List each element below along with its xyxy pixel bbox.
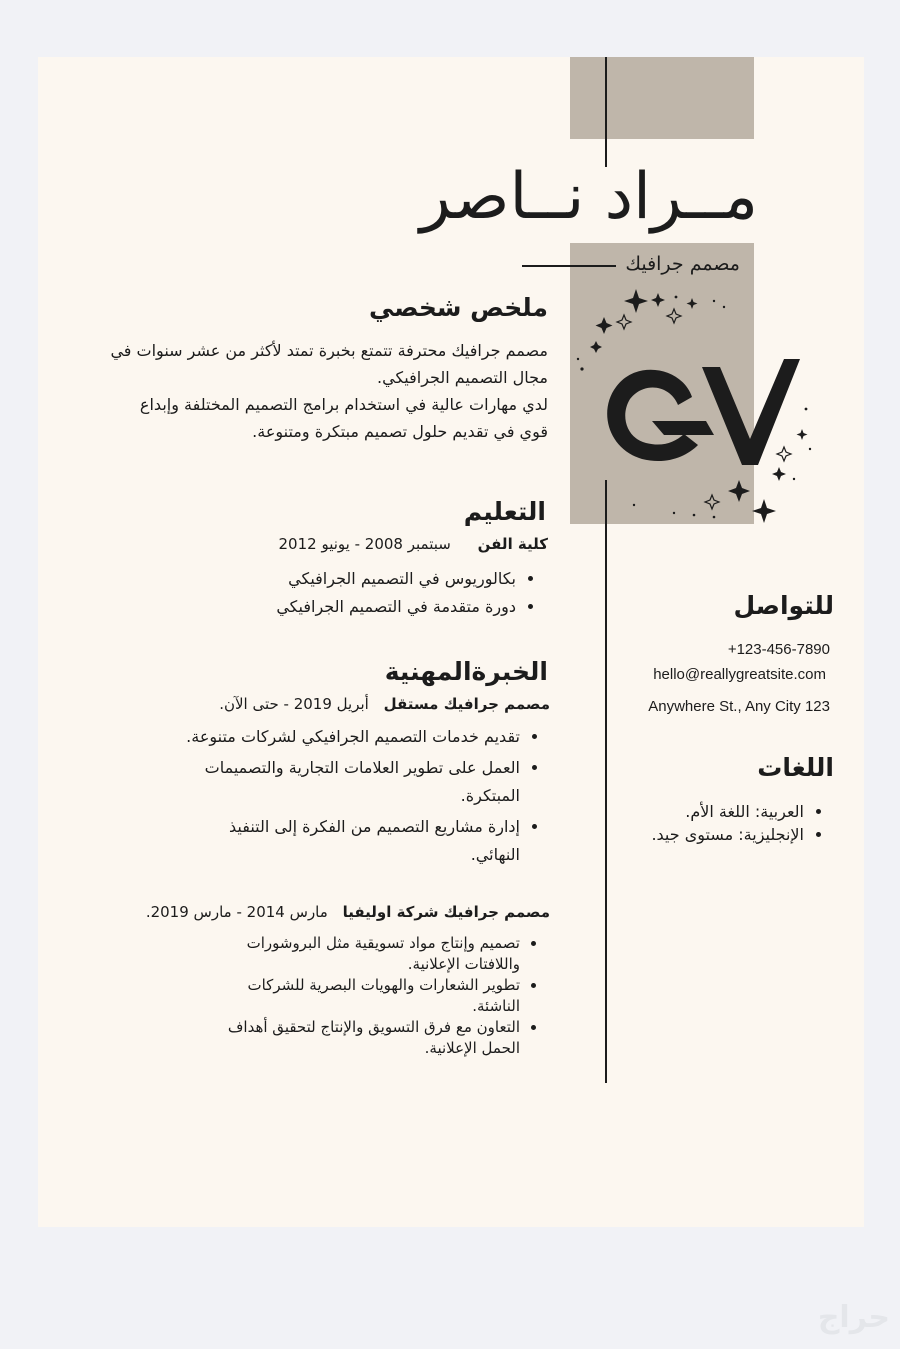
cv-logo <box>574 289 814 559</box>
job-role-title: مصمم جرافيك مستقل <box>383 695 550 713</box>
job-header <box>158 695 550 713</box>
contact-phone: +123-456-7890 <box>727 641 830 658</box>
list-item: • إدارة مشاريع التصميم من الفكرة إلى التنفيذ النهائي. <box>186 813 520 869</box>
summary-line: لدي مهارات عالية في استخدام برامج التصميم المختلفة وإبداع <box>139 395 548 414</box>
list-item: • التعاون مع فرق التسويق والإنتاج لتحقيق أهداف الحمل الإعلانية. <box>218 1017 520 1059</box>
list-item: • تقديم خدمات التصميم الجرافيكي لشركات متنوعة. <box>186 723 520 751</box>
top-vertical-line <box>605 57 607 167</box>
job-period: مارس 2014 - مارس 2019. <box>145 903 328 921</box>
summary-line: مصمم جرافيك محترفة تتمتع بخبرة تمتد لأكثر من عشر سنوات في <box>110 341 548 360</box>
person-name: مــراد نــاصر <box>419 160 758 234</box>
summary-line: مجال التصميم الجرافيكي. <box>377 368 548 387</box>
resume-page <box>38 57 864 1227</box>
contact-address: Anywhere St., Any City 123 <box>648 698 830 715</box>
summary-title: ملخص شخصي <box>368 293 548 322</box>
job-duties-list <box>186 723 542 872</box>
languages-title: اللغات <box>757 753 834 782</box>
experience-title: الخبرةالمهنية <box>384 657 548 686</box>
list-item: • تطوير الشعارات والهويات البصرية للشركات الناشئة. <box>218 975 520 1017</box>
list-item: • دورة متقدمة في التصميم الجرافيكي <box>198 593 516 621</box>
job-duties-list <box>218 933 542 1059</box>
list-item: • تصميم وإنتاج مواد تسويقية مثل البروشورات واللافتات الإعلانية. <box>218 933 520 975</box>
watermark-logo: حراج <box>817 1300 890 1335</box>
list-item: • العربية: اللغة الأم. <box>628 800 804 823</box>
languages-list <box>628 800 826 846</box>
list-item: • بكالوريوس في التصميم الجرافيكي <box>198 565 516 593</box>
divider-vertical-line <box>605 480 607 1083</box>
education-list <box>198 565 538 621</box>
contact-email: hello@reallygreatsite.com <box>653 666 826 683</box>
education-school: كلية الفن <box>477 535 548 553</box>
education-period: سبتمبر 2008 - يونيو 2012 <box>278 535 451 553</box>
contact-title: للتواصل <box>733 591 834 620</box>
job-period: أبريل 2019 - حتى الآن. <box>219 695 369 713</box>
top-decor-block <box>570 57 754 139</box>
job-header <box>98 903 550 921</box>
job-role: مصمم جرافيك <box>625 253 740 275</box>
job-role-title: مصمم جرافيك شركة اوليفيا <box>342 903 550 921</box>
education-header <box>198 535 548 553</box>
education-title: التعليم <box>463 497 546 526</box>
list-item: • العمل على تطوير العلامات التجارية والتصميمات المبتكرة. <box>186 754 520 810</box>
summary-line: قوي في تقديم حلول تصميم مبتكرة ومتنوعة. <box>252 422 548 441</box>
list-item: • الإنجليزية: مستوى جيد. <box>628 823 804 846</box>
summary-text <box>78 337 548 445</box>
